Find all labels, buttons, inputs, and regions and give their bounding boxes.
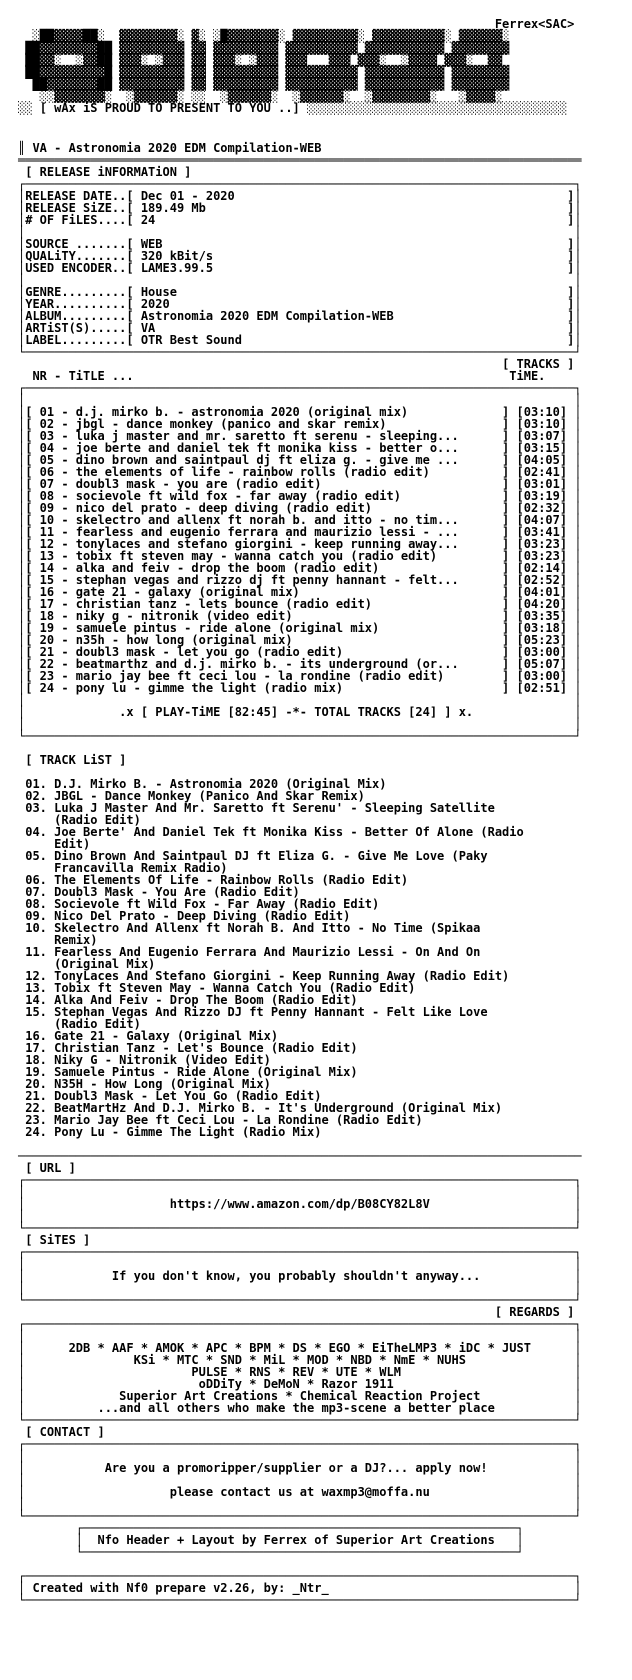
regards-line: KSi * MTC * SND * MiL * MOD * NBD * NmE * NUHS xyxy=(25,1353,575,1367)
contact-email: please contact us at waxmp3@moffa.nu xyxy=(25,1485,575,1499)
track-time: [05:07] xyxy=(516,657,568,671)
track-time: [03:10] xyxy=(516,417,568,431)
release-info-row: ALBUM.........[ Astronomia 2020 EDM Compilation-WEB xyxy=(25,309,568,323)
track-list-line: (Radio Edit) xyxy=(25,813,141,827)
release-title: VA - Astronomia 2020 EDM Compilation-WEB xyxy=(32,141,322,155)
track-row: [ 06 - the elements of life - rainbow rolls (radio edit) ] xyxy=(25,465,510,479)
sites-text: If you don't know, you probably shouldn't anyway... xyxy=(25,1269,575,1283)
track-row: [ 15 - stephan vegas and rizzo dj ft penny hannant - felt... ] xyxy=(25,573,510,587)
nfo-header-art: Ferrex<SAC> ░██▓▓▓▓██░ ▓▓▓▓▓▓▓▓░ ▓░ ░█▓▓▓▓▓▓▓░ ▓▓▓▓▓▓▓▓▓░ ▓▓▓▓▓▓▓▓▓▓░ ▓▓▓▓▓▓░ ██▓▓▓▓▓▓▓▓██ ▓▓▓▓▓▓▓▓▓ ▓▓ ▓▓▓▓▓▓▓▓▓ ▓▓▓▓▓▓▓▓▓▓ ▓▓▓▓▓▓▓▓▓▓▓ ▓▓▓▓▓▓▓▓ ██▓▓░ ░▓▓██ ▓▓▓░ ░▓▓▓ ▓▓ ▓▓▓░ ░▓▓▓ ▓▓▓ ▓▓▓ ▓▓▓░ ░▓▓▓▓ ▓▓▓░ ▓▓ ██▓▓▓▓▓▓▓▓▓█ ▓▓▓▓▓▓▓▓▓ ▓▓ ▓▓▓▓▓▓▓▓▓ ▓▓▓▓▓▓▓▓▓▓ ▓▓▓▓▓▓▓▓▓▓▓ ▓▓▓▓▓▓▓▓ ██▓▓▓▓▓▓▓██ ▓▓▓▓▓▓▓▓▓ ▓▓ ▓▓▓▓▓▓▓▓▓ ▓▓▓▓▓▓▓▓▓▓ ▓▓▓▓▓▓▓▓▓▓▓ ▓▓▓▓▓▓▓▓ ░░▓▓▓▓▓▓▓░ ░▓▓▓▓▓▓░ ░░ ░▓▓▓▓▓▓░ ░▓▓▓▓▓▓░ ░▓▓▓▓▓▓▓▓░ ░▓▓▓▓░ ░░ [ wAx iS PROUD TO PRESENT TO YOU ..] ░░░░░░░░░░░░░░░░░░░░░░░░░░░░░░░░░░░░ xyxy=(18,17,575,115)
release-info-row: QUALiTY.......[ 320 kBit/s xyxy=(25,249,568,263)
track-time: [03:00] xyxy=(516,669,568,683)
track-time: [03:18] xyxy=(516,621,568,635)
track-row: [ 12 - tonylaces and stefano giorgini - keep running away... ] xyxy=(25,537,510,551)
tracks-header-time: TiME. xyxy=(509,369,546,383)
track-list-line: 03. Luka J Master And Mr. Saretto ft Serenu' - Sleeping Satellite xyxy=(25,801,495,815)
layout-credit: Nfo Header + Layout by Ferrex of Superior Art Creations xyxy=(83,1533,517,1547)
tracks-header-title: NR - TiTLE ... xyxy=(32,369,510,383)
credit-label: Ferrex<SAC> xyxy=(494,17,575,31)
track-row: [ 05 - dino brown and saintpaul dj ft eliza g. - give me ... ] xyxy=(25,453,510,467)
track-list-line: 10. Skelectro And Allenx ft Norah B. And Itto - No Time (Spikaa xyxy=(25,921,481,935)
release-info-row: LABEL.........[ OTR Best Sound xyxy=(25,333,568,347)
track-row: [ 07 - doubl3 mask - you are (radio edit) ] xyxy=(25,477,510,491)
track-list-line: 22. BeatMartHz And D.J. Mirko B. - It's Underground (Original Mix) xyxy=(25,1101,503,1115)
regards-line: oDDiTy * DeMoN * Razor 1911 xyxy=(25,1377,575,1391)
track-time: [02:41] xyxy=(516,465,568,479)
regards-line: PULSE * RNS * REV * UTE * WLM xyxy=(25,1365,575,1379)
section-label-contact: [ CONTACT ] xyxy=(25,1425,105,1439)
track-list-line: 20. N35H - How Long (Original Mix) xyxy=(25,1077,271,1091)
track-time: [02:32] xyxy=(516,501,568,515)
url-value: https://www.amazon.com/dp/B08CY82L8V xyxy=(25,1197,575,1211)
proud-line: [ wAx iS PROUD TO PRESENT TO YOU ..] xyxy=(39,101,300,115)
section-label-url: [ URL ] xyxy=(25,1161,76,1175)
track-list-line: 07. Doubl3 Mask - You Are (Radio Edit) xyxy=(25,885,300,899)
track-row: [ 01 - d.j. mirko b. - astronomia 2020 (original mix) ] xyxy=(25,405,510,419)
track-time: [03:07] xyxy=(516,429,568,443)
track-list-line: 11. Fearless And Eugenio Ferrara And Maurizio Lessi - On And On xyxy=(25,945,481,959)
track-row: [ 03 - luka j master and mr. saretto ft serenu - sleeping... ] xyxy=(25,429,510,443)
track-list-line: 13. Tobix ft Steven May - Wanna Catch You (Radio Edit) xyxy=(25,981,416,995)
release-info-row: USED ENCODER..[ LAME3.99.5 xyxy=(25,261,568,275)
track-row: [ 16 - gate 21 - galaxy (original mix) ] xyxy=(25,585,510,599)
track-time: [03:01] xyxy=(516,477,568,491)
track-row: [ 24 - pony lu - gimme the light (radio mix) ] xyxy=(25,681,510,695)
track-row: [ 19 - samuele pintus - ride alone (original mix) ] xyxy=(25,621,510,635)
track-list-line: 01. D.J. Mirko B. - Astronomia 2020 (Original Mix) xyxy=(25,777,387,791)
track-list-line: 23. Mario Jay Bee ft Ceci Lou - La Rondine (Radio Edit) xyxy=(25,1113,423,1127)
track-row: [ 18 - niky g - nitronik (video edit) ] xyxy=(25,609,510,623)
track-list-line: 14. Alka And Feiv - Drop The Boom (Radio Edit) xyxy=(25,993,358,1007)
section-label-tracks: [ TRACKS ] xyxy=(502,357,575,371)
logo-art-line: ░██▓▓▓▓██░ ▓▓▓▓▓▓▓▓░ ▓░ ░█▓▓▓▓▓▓▓░ ▓▓▓▓▓▓▓▓▓░ ▓▓▓▓▓▓▓▓▓▓░ ▓▓▓▓▓▓░ xyxy=(18,29,510,43)
release-info-row: GENRE.........[ House xyxy=(25,285,568,299)
track-time: [03:19] xyxy=(516,489,568,503)
track-time: [05:23] xyxy=(516,633,568,647)
track-time: [03:41] xyxy=(516,525,568,539)
track-list-line: 08. Socievole ft Wild Fox - Far Away (Radio Edit) xyxy=(25,897,380,911)
track-list-line: 19. Samuele Pintus - Ride Alone (Original Mix) xyxy=(25,1065,358,1079)
track-time: [03:23] xyxy=(516,549,568,563)
track-row: [ 14 - alka and feiv - drop the boom (radio edit) ] xyxy=(25,561,510,575)
track-list-line: (Original Mix) xyxy=(25,957,156,971)
release-info-row: ARTiST(S).....[ VA xyxy=(25,321,568,335)
track-row: [ 09 - nico del prato - deep diving (radio edit) ] xyxy=(25,501,510,515)
track-time: [04:20] xyxy=(516,597,568,611)
logo-art-line: ██▓▓░ ░▓▓██ ▓▓▓░ ░▓▓▓ ▓▓ ▓▓▓░ ░▓▓▓ ▓▓▓ ▓▓▓ ▓▓▓░ ░▓▓▓▓ ▓▓▓░ ▓▓ xyxy=(18,53,503,67)
logo-art-line: ░░▓▓▓▓▓▓▓░ ░▓▓▓▓▓▓░ ░░ ░▓▓▓▓▓▓░ ░▓▓▓▓▓▓░ ░▓▓▓▓▓▓▓▓░ ░▓▓▓▓░ xyxy=(18,89,503,103)
track-list-line: Edit) xyxy=(25,837,91,851)
track-time: [03:35] xyxy=(516,609,568,623)
track-list-line: (Radio Edit) xyxy=(25,1017,141,1031)
track-list-line: 17. Christian Tanz - Let's Bounce (Radio Edit) xyxy=(25,1041,358,1055)
track-row: [ 02 - jbgl - dance monkey (panico and skar remix) ] xyxy=(25,417,510,431)
track-time: [02:51] xyxy=(516,681,568,695)
track-row: [ 22 - beatmarthz and d.j. mirko b. - its underground (or... ] xyxy=(25,657,510,671)
track-time: [02:52] xyxy=(516,573,568,587)
track-row: [ 11 - fearless and eugenio ferrara and maurizio lessi - ... ] xyxy=(25,525,510,539)
track-list-line: 18. Niky G - Nitronik (Video Edit) xyxy=(25,1053,271,1067)
track-list-line: Remix) xyxy=(25,933,98,947)
tracks-summary: .x [ PLAY-TiME [82:45] -*- TOTAL TRACKS [24] ] x. xyxy=(25,705,575,719)
section-label-track-list: [ TRACK LiST ] xyxy=(25,753,127,767)
logo-art-line: ██▓▓▓▓▓▓▓██ ▓▓▓▓▓▓▓▓▓ ▓▓ ▓▓▓▓▓▓▓▓▓ ▓▓▓▓▓▓▓▓▓▓ ▓▓▓▓▓▓▓▓▓▓▓ ▓▓▓▓▓▓▓▓ xyxy=(18,77,510,91)
release-info-row: YEAR..........[ 2020 xyxy=(25,297,568,311)
track-time: [04:01] xyxy=(516,585,568,599)
track-list-line: 04. Joe Berte' And Daniel Tek ft Monika Kiss - Better Of Alone (Radio xyxy=(25,825,524,839)
track-time: [03:15] xyxy=(516,441,568,455)
track-row: [ 23 - mario jay bee ft ceci lou - la rondine (radio edit) ] xyxy=(25,669,510,683)
track-list-line: 02. JBGL - Dance Monkey (Panico And Skar Remix) xyxy=(25,789,365,803)
release-info-row: SOURCE .......[ WEB xyxy=(25,237,568,251)
track-list-line: 12. TonyLaces And Stefano Giorgini - Keep Running Away (Radio Edit) xyxy=(25,969,510,983)
regards-line: Superior Art Creations * Chemical Reaction Project xyxy=(25,1389,575,1403)
track-time: [02:14] xyxy=(516,561,568,575)
logo-art-line: ██▓▓▓▓▓▓▓▓▓█ ▓▓▓▓▓▓▓▓▓ ▓▓ ▓▓▓▓▓▓▓▓▓ ▓▓▓▓▓▓▓▓▓▓ ▓▓▓▓▓▓▓▓▓▓▓ ▓▓▓▓▓▓▓▓ xyxy=(18,65,510,79)
track-list-line: 06. The Elements Of Life - Rainbow Rolls (Radio Edit) xyxy=(25,873,409,887)
track-time: [03:00] xyxy=(516,645,568,659)
track-row: [ 10 - skelectro and allenx ft norah b. and itto - no tim... ] xyxy=(25,513,510,527)
nfo-body: ║ VA - Astronomia 2020 EDM Compilation-WEB ══════════════════════════════════════════════════════════════════════════════ [ RELEASE iNFORMATiON ] ┌────────────────────────────────────────────────────────────────────────────┐ │RELEASE DATE..[ Dec 01 - 2020 ]│ │RELEASE SiZE..[ 189.49 Mb ]│ │# OF FiLES....[ 24 ]│ │ │ │SOURCE .......[ WEB ]│ │QUALiTY.......[ 320 kBit/s ]│ │USED ENCODER..[ LAME3.99.5 ]│ │ │ │GENRE.........[ House ]│ │YEAR..........[ 2020 ]│ │ALBUM.........[ Astronomia 2020 EDM Compilation-WEB ]│ │ARTiST(S).....[ VA ]│ │LABEL.........[ OTR Best Sound ]│ └────────────────────────────────────────────────────────────────────────────┘ [ TRACKS ] NR - TiTLE ... TiME. ┌────────────────────────────────────────────────────────────────────────────┐ │ │ │[ 01 - d.j. mirko b. - astronomia 2020 (original mix) ] [03:10] │ │[ 02 - jbgl - dance monkey (panico and skar remix) ] [03:10] │ │[ 03 - luka j master and mr. saretto ft serenu - sleeping... ] [03:07] │ │[ 04 - joe berte and daniel tek ft monika kiss - better o... ] [03:15] │ │[ 05 - dino brown and saintpaul dj ft eliza g. - give me ... ] [04:05] │ │[ 06 - the elements of life - rainbow rolls (radio edit) ] [02:41] │ │[ 07 - doubl3 mask - you are (radio edit) ] [03:01] │ │[ 08 - socievole ft wild fox - far away (radio edit) ] [03:19] │ │[ 09 - nico del prato - deep diving (radio edit) ] [02:32] │ │[ 10 - skelectro and allenx ft norah b. and itto - no tim... ] [04:07] │ │[ 11 - fearless and eugenio ferrara and maurizio lessi - ... ] [03:41] │ │[ 12 - tonylaces and stefano giorgini - keep running away... ] [03:23] │ │[ 13 - tobix ft steven may - wanna catch you (radio edit) ] [03:23] │ │[ 14 - alka and feiv - drop the boom (radio edit) ] [02:14] │ │[ 15 - stephan vegas and rizzo dj ft penny hannant - felt... ] [02:52] │ │[ 16 - gate 21 - galaxy (original mix) ] [04:01] │ │[ 17 - christian tanz - lets bounce (radio edit) ] [04:20] │ │[ 18 - niky g - nitronik (video edit) ] [03:35] │ │[ 19 - samuele pintus - ride alone (original mix) ] [03:18] │ │[ 20 - n35h - how long (original mix) ] [05:23] │ │[ 21 - doubl3 mask - let you go (radio edit) ] [03:00] │ │[ 22 - beatmarthz and d.j. mirko b. - its underground (or... ] [05:07] │ │[ 23 - mario jay bee ft ceci lou - la rondine (radio edit) ] [03:00] │ │[ 24 - pony lu - gimme the light (radio mix) ] [02:51] │ │ │ │ .x [ PLAY-TiME [82:45] -*- TOTAL TRACKS [24] ] x. │ │ │ └────────────────────────────────────────────────────────────────────────────┘ [ TRACK LiST ] 01. D.J. Mirko B. - Astronomia 2020 (Original Mix) 02. JBGL - Dance Monkey (Panico And Skar Remix) 03. Luka J Master And Mr. Saretto ft Serenu' - Sleeping Satellite (Radio Edit) 04. Joe Berte' And Daniel Tek ft Monika Kiss - Better Of Alone (Radio Edit) 05. Dino Brown And Saintpaul DJ ft Eliza G. - Give Me Love (Paky Francavilla Remix Radio) 06. The Elements Of Life - Rainbow Rolls (Radio Edit) 07. Doubl3 Mask - You Are (Radio Edit) 08. Socievole ft Wild Fox - Far Away (Radio Edit) 09. Nico Del Prato - Deep Diving (Radio Edit) 10. Skelectro And Allenx ft Norah B. And Itto - No Time (Spikaa Remix) 11. Fearless And Eugenio Ferrara And Maurizio Lessi - On And On (Original Mix) 12. TonyLaces And Stefano Giorgini - Keep Running Away (Radio Edit) 13. Tobix ft Steven May - Wanna Catch You (Radio Edit) 14. Alka And Feiv - Drop The Boom (Radio Edit) 15. Stephan Vegas And Rizzo DJ ft Penny Hannant - Felt Like Love (Radio Edit) 16. Gate 21 - Galaxy (Original Mix) 17. Christian Tanz - Let's Bounce (Radio Edit) 18. Niky G - Nitronik (Video Edit) 19. Samuele Pintus - Ride Alone (Original Mix) 20. N35H - How Long (Original Mix) 21. Doubl3 Mask - Let You Go (Radio Edit) 22. BeatMartHz And D.J. Mirko B. - It's Underground (Original Mix) 23. Mario Jay Bee ft Ceci Lou - La Rondine (Radio Edit) 24. Pony Lu - Gimme The Light (Radio Mix) ────────────────────────────────────────────────────────────────────────────── [ URL ] ┌────────────────────────────────────────────────────────────────────────────┐ │ │ │ https://www.amazon.com/dp/B08CY82L8V │ │ │ └────────────────────────────────────────────────────────────────────────────┘ [ SiTES ] ┌────────────────────────────────────────────────────────────────────────────┐ │ │ │ If you don't know, you probably shouldn't anyway... │ │ │ └────────────────────────────────────────────────────────────────────────────┘ [ REGARDS ] ┌────────────────────────────────────────────────────────────────────────────┐ │ │ │ 2DB * AAF * AMOK * APC * BPM * DS * EGO * EiTheLMP3 * iDC * JUST │ │ KSi * MTC * SND * MiL * MOD * NBD * NmE * NUHS │ │ PULSE * RNS * REV * UTE * WLM │ │ oDDiTy * DeMoN * Razor 1911 │ │ Superior Art Creations * Chemical Reaction Project │ │ ...and all others who make the mp3-scene a better place │ └────────────────────────────────────────────────────────────────────────────┘ [ CONTACT ] ┌────────────────────────────────────────────────────────────────────────────┐ │ │ │ Are you a promoripper/supplier or a DJ?... apply now! │ │ │ │ please contact us at waxmp3@moffa.nu │ │ │ └────────────────────────────────────────────────────────────────────────────┘ ┌────────────────────────────────────────────────────────────┐ │ Nfo Header + Layout by Ferrex of Superior Art Creations │ └────────────────────────────────────────────────────────────┘ ┌────────────────────────────────────────────────────────────────────────────┐ │ Created with Nf0 prepare v2.26, by: _Ntr_ │ └────────────────────────────────────────────────────────────────────────────┘ xyxy=(18,141,582,1607)
track-list-line: 09. Nico Del Prato - Deep Diving (Radio Edit) xyxy=(25,909,351,923)
track-row: [ 21 - doubl3 mask - let you go (radio edit) ] xyxy=(25,645,510,659)
track-row: [ 17 - christian tanz - lets bounce (radio edit) ] xyxy=(25,597,510,611)
track-list-line: Francavilla Remix Radio) xyxy=(25,861,228,875)
track-time: [04:05] xyxy=(516,453,568,467)
regards-line: ...and all others who make the mp3-scene a better place xyxy=(25,1401,575,1415)
section-label-sites: [ SiTES ] xyxy=(25,1233,91,1247)
release-info-row: # OF FiLES....[ 24 xyxy=(25,213,568,227)
track-list-line: 24. Pony Lu - Gimme The Light (Radio Mix) xyxy=(25,1125,322,1139)
created-with: Created with Nf0 prepare v2.26, by: _Ntr_ xyxy=(32,1581,575,1595)
track-list-line: 16. Gate 21 - Galaxy (Original Mix) xyxy=(25,1029,279,1043)
regards-line: 2DB * AAF * AMOK * APC * BPM * DS * EGO * EiTheLMP3 * iDC * JUST xyxy=(25,1341,575,1355)
track-row: [ 08 - socievole ft wild fox - far away (radio edit) ] xyxy=(25,489,510,503)
track-row: [ 04 - joe berte and daniel tek ft monika kiss - better o... ] xyxy=(25,441,510,455)
track-row: [ 13 - tobix ft steven may - wanna catch you (radio edit) ] xyxy=(25,549,510,563)
release-info-row: RELEASE SiZE..[ 189.49 Mb xyxy=(25,201,568,215)
track-list-line: 05. Dino Brown And Saintpaul DJ ft Eliza G. - Give Me Love (Paky xyxy=(25,849,488,863)
track-list-line: 15. Stephan Vegas And Rizzo DJ ft Penny Hannant - Felt Like Love xyxy=(25,1005,488,1019)
track-row: [ 20 - n35h - how long (original mix) ] xyxy=(25,633,510,647)
section-label-release-info: [ RELEASE iNFORMATiON ] xyxy=(25,165,192,179)
track-time: [03:10] xyxy=(516,405,568,419)
release-info-row: RELEASE DATE..[ Dec 01 - 2020 xyxy=(25,189,568,203)
track-time: [04:07] xyxy=(516,513,568,527)
track-time: [03:23] xyxy=(516,537,568,551)
logo-art-line: ██▓▓▓▓▓▓▓▓██ ▓▓▓▓▓▓▓▓▓ ▓▓ ▓▓▓▓▓▓▓▓▓ ▓▓▓▓▓▓▓▓▓▓ ▓▓▓▓▓▓▓▓▓▓▓ ▓▓▓▓▓▓▓▓ xyxy=(18,41,510,55)
contact-line-1: Are you a promoripper/supplier or a DJ?... apply now! xyxy=(25,1461,575,1475)
track-list-line: 21. Doubl3 Mask - Let You Go (Radio Edit) xyxy=(25,1089,322,1103)
section-label-regards: [ REGARDS ] xyxy=(494,1305,575,1319)
